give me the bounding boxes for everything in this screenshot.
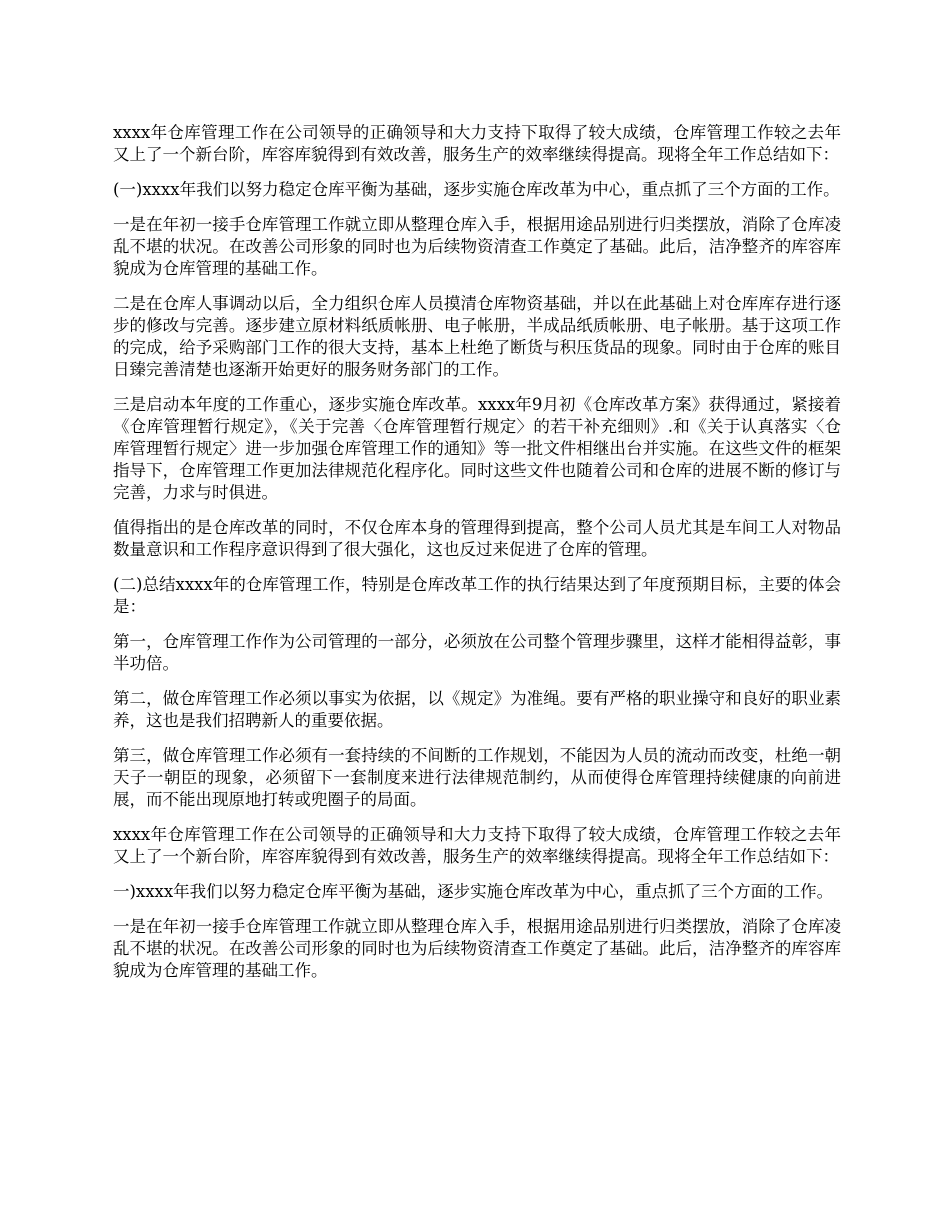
paragraph-intro-repeat: xxxx年仓库管理工作在公司领导的正确领导和大力支持下取得了较大成绩，仓库管理工作较之去年又上了一个新台阶，库容库貌得到有效改善，服务生产的效率继续得提高。现将全年工作总结如下： xyxy=(113,825,841,866)
paragraph-lesson-three: 第三，做仓库管理工作必须有一套持续的不间断的工作规划，不能因为人员的流动而改变，杜绝一朝天子一朝臣的现象，必须留下一套制度来进行法律规范制约，从而使得仓库管理持续健康的向前进展，而不能出现原地打转或兜圈子的局面。 xyxy=(113,746,841,809)
paragraph-note: 值得指出的是仓库改革的同时，不仅仓库本身的管理得到提高，整个公司人员尤其是车间工人对物品数量意识和工作程序意识得到了很大强化，这也反过来促进了仓库的管理。 xyxy=(113,518,841,559)
paragraph-lesson-one: 第一，仓库管理工作作为公司管理的一部分，必须放在公司整个管理步骤里，这样才能相得益彰，事半功倍。 xyxy=(113,632,841,673)
document-page xyxy=(113,122,841,995)
paragraph-point-one-repeat: 一是在年初一接手仓库管理工作就立即从整理仓库入手，根据用途品别进行归类摆放，消除了仓库凌乱不堪的状况。在改善公司形象的同时也为后续物资清查工作奠定了基础。此后，洁净整齐的库容库貌成为仓库管理的基础工作。 xyxy=(113,917,841,980)
paragraph-section-one-heading-repeat: 一)xxxx年我们以努力稳定仓库平衡为基础，逐步实施仓库改革为中心，重点抓了三个方面的工作。 xyxy=(113,882,834,901)
paragraph-point-two: 二是在仓库人事调动以后，全力组织仓库人员摸清仓库物资基础，并以在此基础上对仓库库存进行逐步的修改与完善。逐步建立原材料纸质帐册、电子帐册，半成品纸质帐册、电子帐册。基于这项工作的完成，给予采购部门工作的很大支持，基本上杜绝了断货与积压货品的现象。同时由于仓库的账目日臻完善清楚也逐渐开始更好的服务财务部门的工作。 xyxy=(113,294,841,379)
paragraph-point-three: 三是启动本年度的工作重心，逐步实施仓库改革。xxxx年9月初《仓库改革方案》获得通过，紧接着《仓库管理暂行规定》，《关于完善〈仓库管理暂行规定〉的若干补充细则》.和《关于认真落实〈仓库管理暂行规定〉进一步加强仓库管理工作的通知》等一批文件相继出台并实施。在这些文件的框架指导下，仓库管理工作更加法律规范化程序化。同时这些文件也随着公司和仓库的进展不断的修订与完善，力求与时俱进。 xyxy=(113,395,841,502)
paragraph-section-one-heading: (一)xxxx年我们以努力稳定仓库平衡为基础，逐步实施仓库改革为中心，重点抓了三个方面的工作。 xyxy=(113,180,840,199)
paragraph-lesson-two: 第二，做仓库管理工作必须以事实为依据，以《规定》为准绳。要有严格的职业操守和良好的职业素养，这也是我们招聘新人的重要依据。 xyxy=(113,689,841,730)
paragraph-point-one: 一是在年初一接手仓库管理工作就立即从整理仓库入手，根据用途品别进行归类摆放，消除了仓库凌乱不堪的状况。在改善公司形象的同时也为后续物资清查工作奠定了基础。此后，洁净整齐的库容库貌成为仓库管理的基础工作。 xyxy=(113,215,841,278)
paragraph-section-two-heading: (二)总结xxxx年的仓库管理工作，特别是仓库改革工作的执行结果达到了年度预期目标，主要的体会是： xyxy=(113,575,841,616)
paragraph-intro: xxxx年仓库管理工作在公司领导的正确领导和大力支持下取得了较大成绩，仓库管理工作较之去年又上了一个新台阶，库容库貌得到有效改善，服务生产的效率继续得提高。现将全年工作总结如下： xyxy=(113,123,841,164)
